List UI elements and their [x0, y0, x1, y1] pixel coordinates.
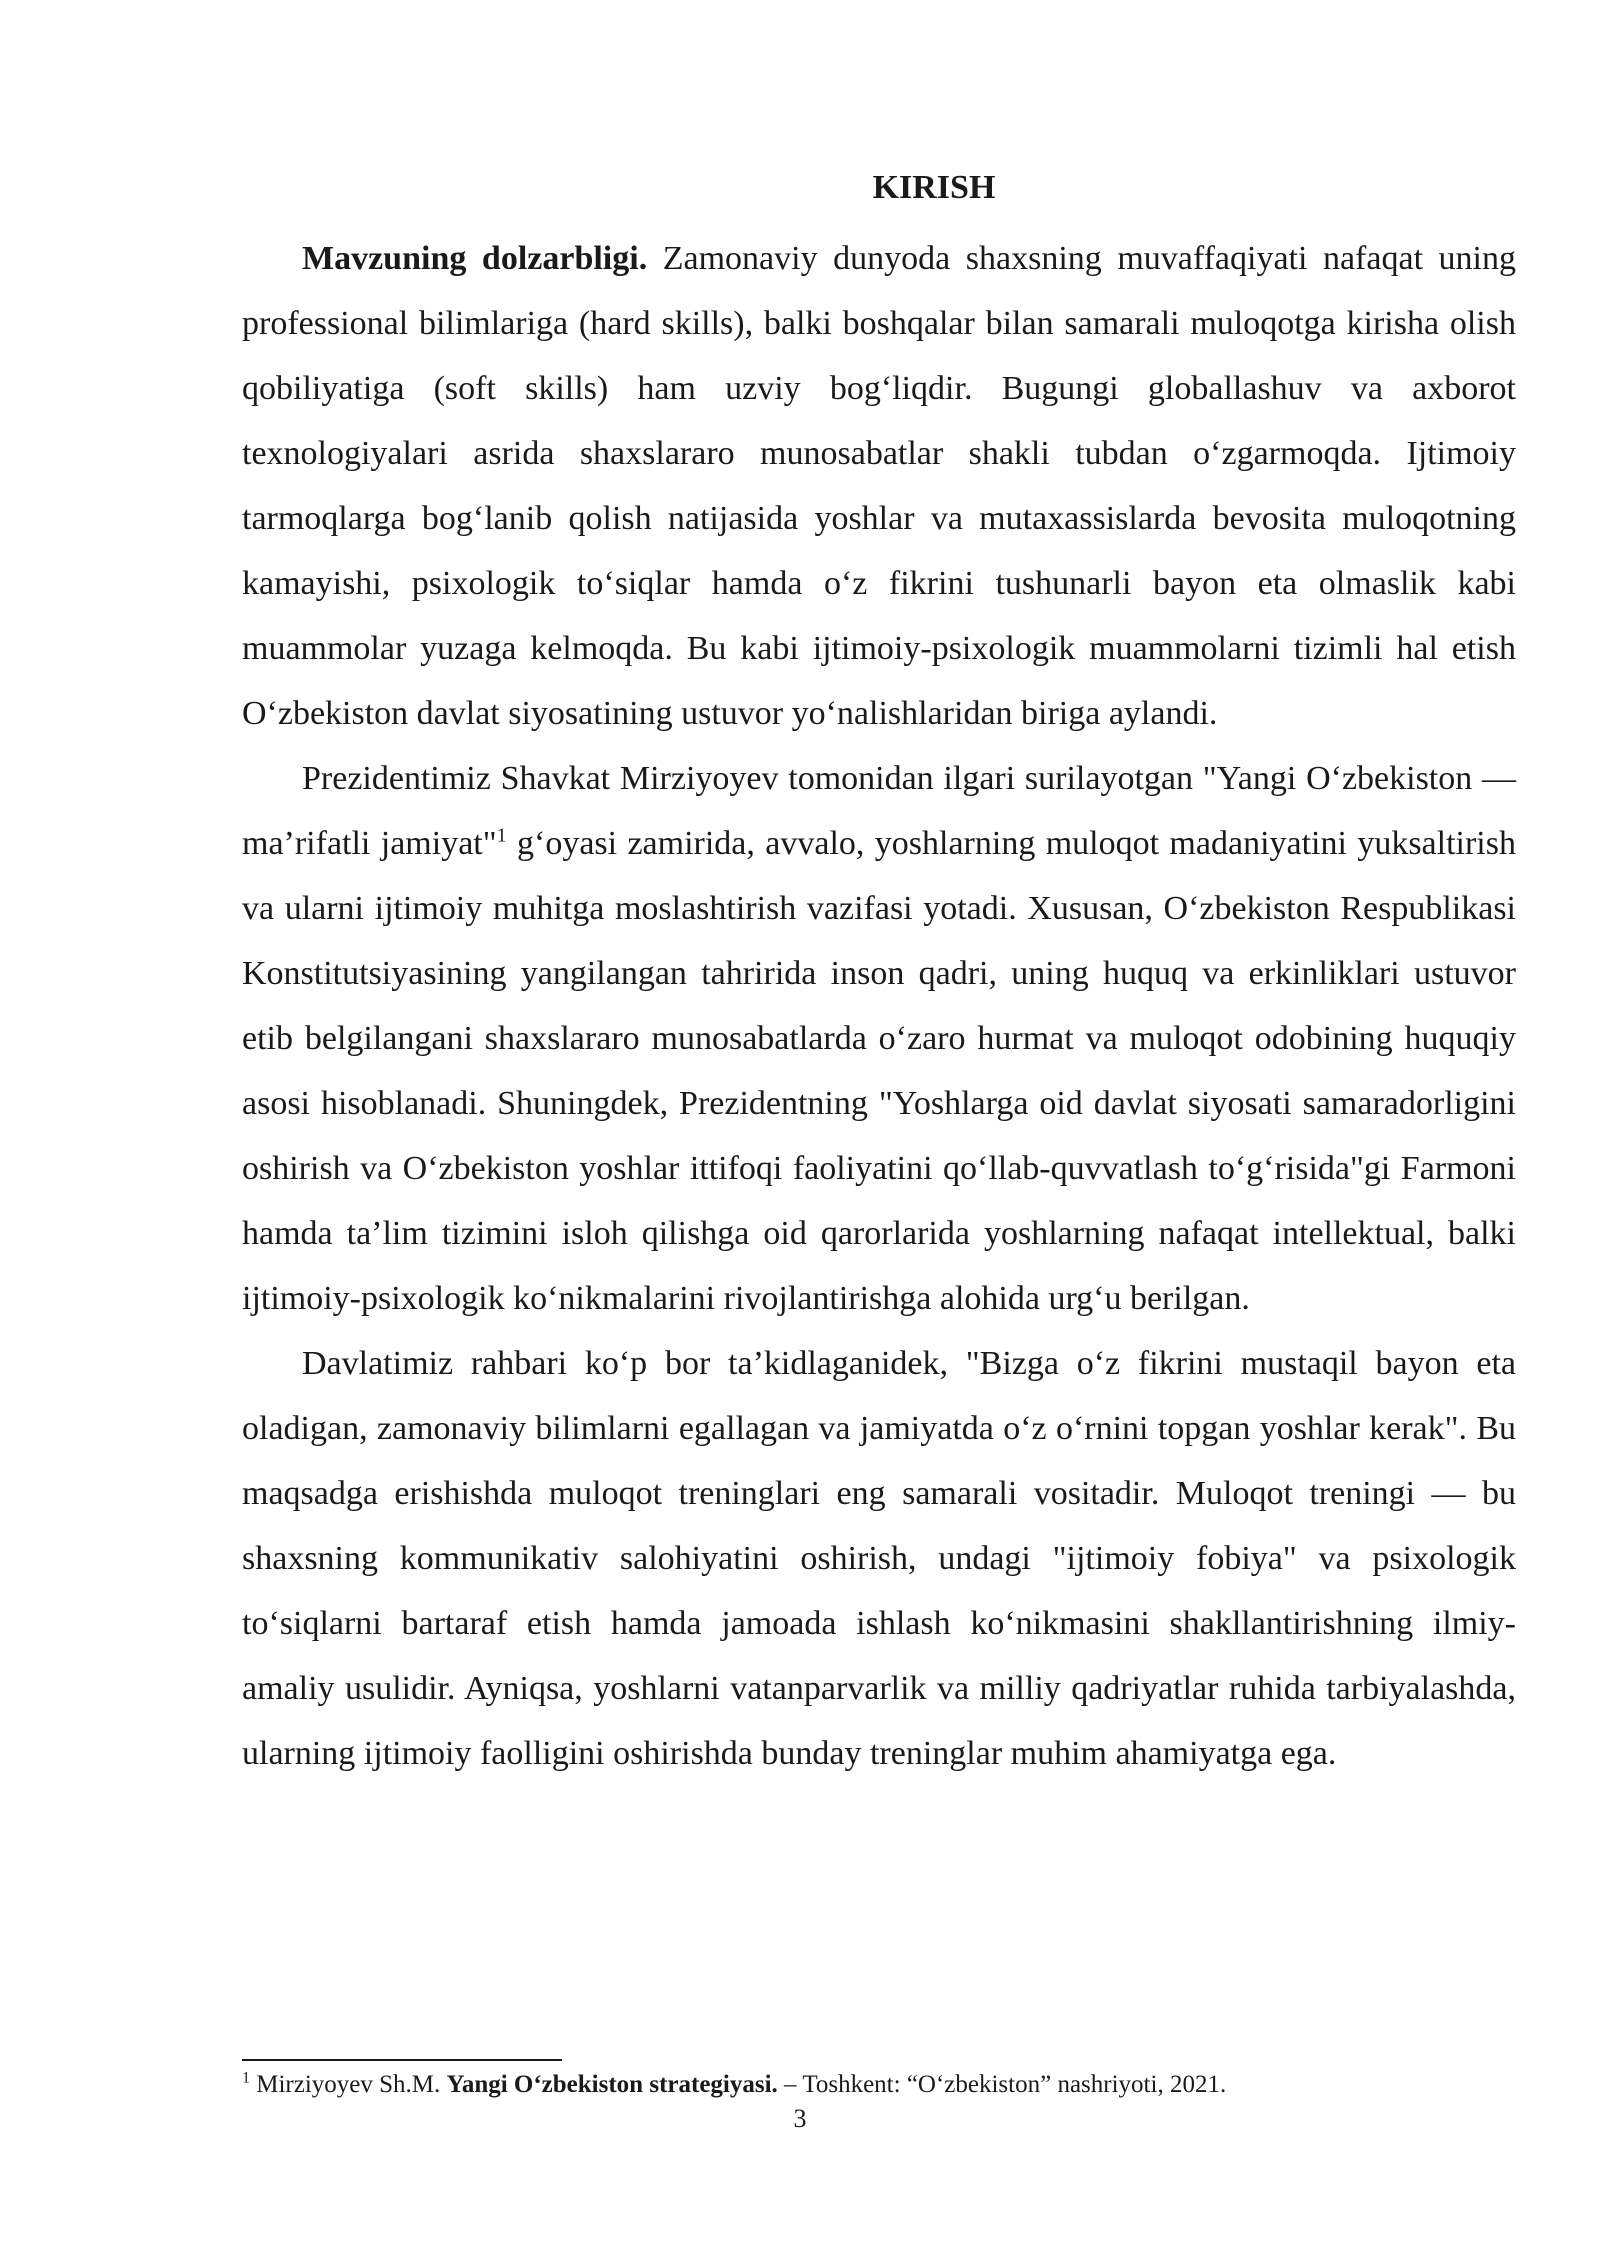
footnote-mark: 1	[242, 2069, 250, 2087]
paragraph-text-before-footnote: Prezidentimiz Shavkat Mirziyoyev tomonidan ilgari surilayotgan "Yangi O‘zbekiston — ma’rifatli jamiyat"	[242, 760, 1516, 862]
paragraph-text: Zamonaviy dunyoda shaxsning muvaffaqiyati nafaqat uning professional bilimlariga (hard skills), balki boshqalar bilan samarali muloqotga kirisha olish qobiliyatiga (soft skills) ham uzviy bog‘liqdir. Bugungi globallashuv va axborot texnologiyalari asrida shaxslararo munosabatlar shakli tubdan o‘zgarmoqda. Ijtimoiy tarmoqlarga bog‘lanib qolish natijasida yoshlar va mutaxassislarda bevosita muloqotning kamayishi, psixologik to‘siqlar hamda o‘z fikrini tushunarli bayon eta olmaslik kabi muammolar yuzaga kelmoqda. Bu kabi ijtimoiy-psixologik muammolarni tizimli hal etish O‘zbekiston davlat siyosatining ustuvor yo‘nalishlaridan biriga aylandi.	[242, 240, 1517, 732]
paragraph-text-after-footnote: g‘oyasi zamirida, avvalo, yoshlarning muloqot madaniyatini yuksaltirish va ularni ijtimoiy muhitga moslashtirish vazifasi yotadi. Xususan, O‘zbekiston Respublikasi Konstitutsiyasining yangilangan tahririda inson qadri, uning huquq va erkinliklari ustuvor etib belgilangani shaxslararo munosabatlarda o‘zaro hurmat va muloqot odobining huquqiy asosi hisoblanadi. Shuningdek, Prezidentning "Yoshlarga oid davlat siyosati samaradorligini oshirish va O‘zbekiston yoshlar ittifoqi faoliyatini qo‘llab-quvvatlash to‘g‘risida"gi Farmoni hamda ta’lim tizimini isloh qilishga oid qarorlarida yoshlarning nafaqat intellektual, balki ijtimoiy-psixologik ko‘nikmalarini rivojlantirishga alohida urg‘u berilgan.	[242, 825, 1516, 1317]
footnote-separator	[242, 2059, 562, 2061]
paragraph-training	[242, 1331, 1516, 1786]
paragraph-lead-bold: Mavzuning dolzarbligi.	[302, 240, 648, 277]
paragraph-president	[242, 746, 1516, 1331]
paragraph-relevance	[242, 226, 1516, 746]
page-body	[242, 160, 1516, 1786]
section-heading: KIRISH	[872, 169, 996, 206]
footnote-title: Yangi O‘zbekiston strategiyasi.	[446, 2071, 778, 2098]
footnote-reference[interactable]: 1	[496, 824, 507, 847]
footnote-author: Mirziyoyev Sh.M.	[250, 2071, 447, 2098]
paragraph-text: Davlatimiz rahbari ko‘p bor ta’kidlaganidek, "Bizga o‘z fikrini mustaqil bayon eta oladigan, zamonaviy bilimlarni egallagan va jamiyatda o‘z o‘rnini topgan yoshlar kerak". Bu maqsadga erishishda muloqot treninglari eng samarali vositadir. Muloqot treningi — bu shaxsning kommunikativ salohiyatini oshirish, undagi "ijtimoiy fobiya" va psixologik to‘siqlarni bartaraf etish hamda jamoada ishlash ko‘nikmasini shakllantirishning ilmiy-amaliy usulidir. Ayniqsa, yoshlarni vatanparvarlik va milliy qadriyatlar ruhida tarbiyalashda, ularning ijtimoiy faolligini oshirishda bunday treninglar muhim ahamiyatga ega.	[242, 1345, 1516, 1772]
footnote	[242, 2068, 1516, 2102]
footnote-publication: – Toshkent: “O‘zbekiston” nashriyoti, 2021.	[777, 2071, 1227, 2098]
page-number: 3	[793, 2104, 807, 2133]
